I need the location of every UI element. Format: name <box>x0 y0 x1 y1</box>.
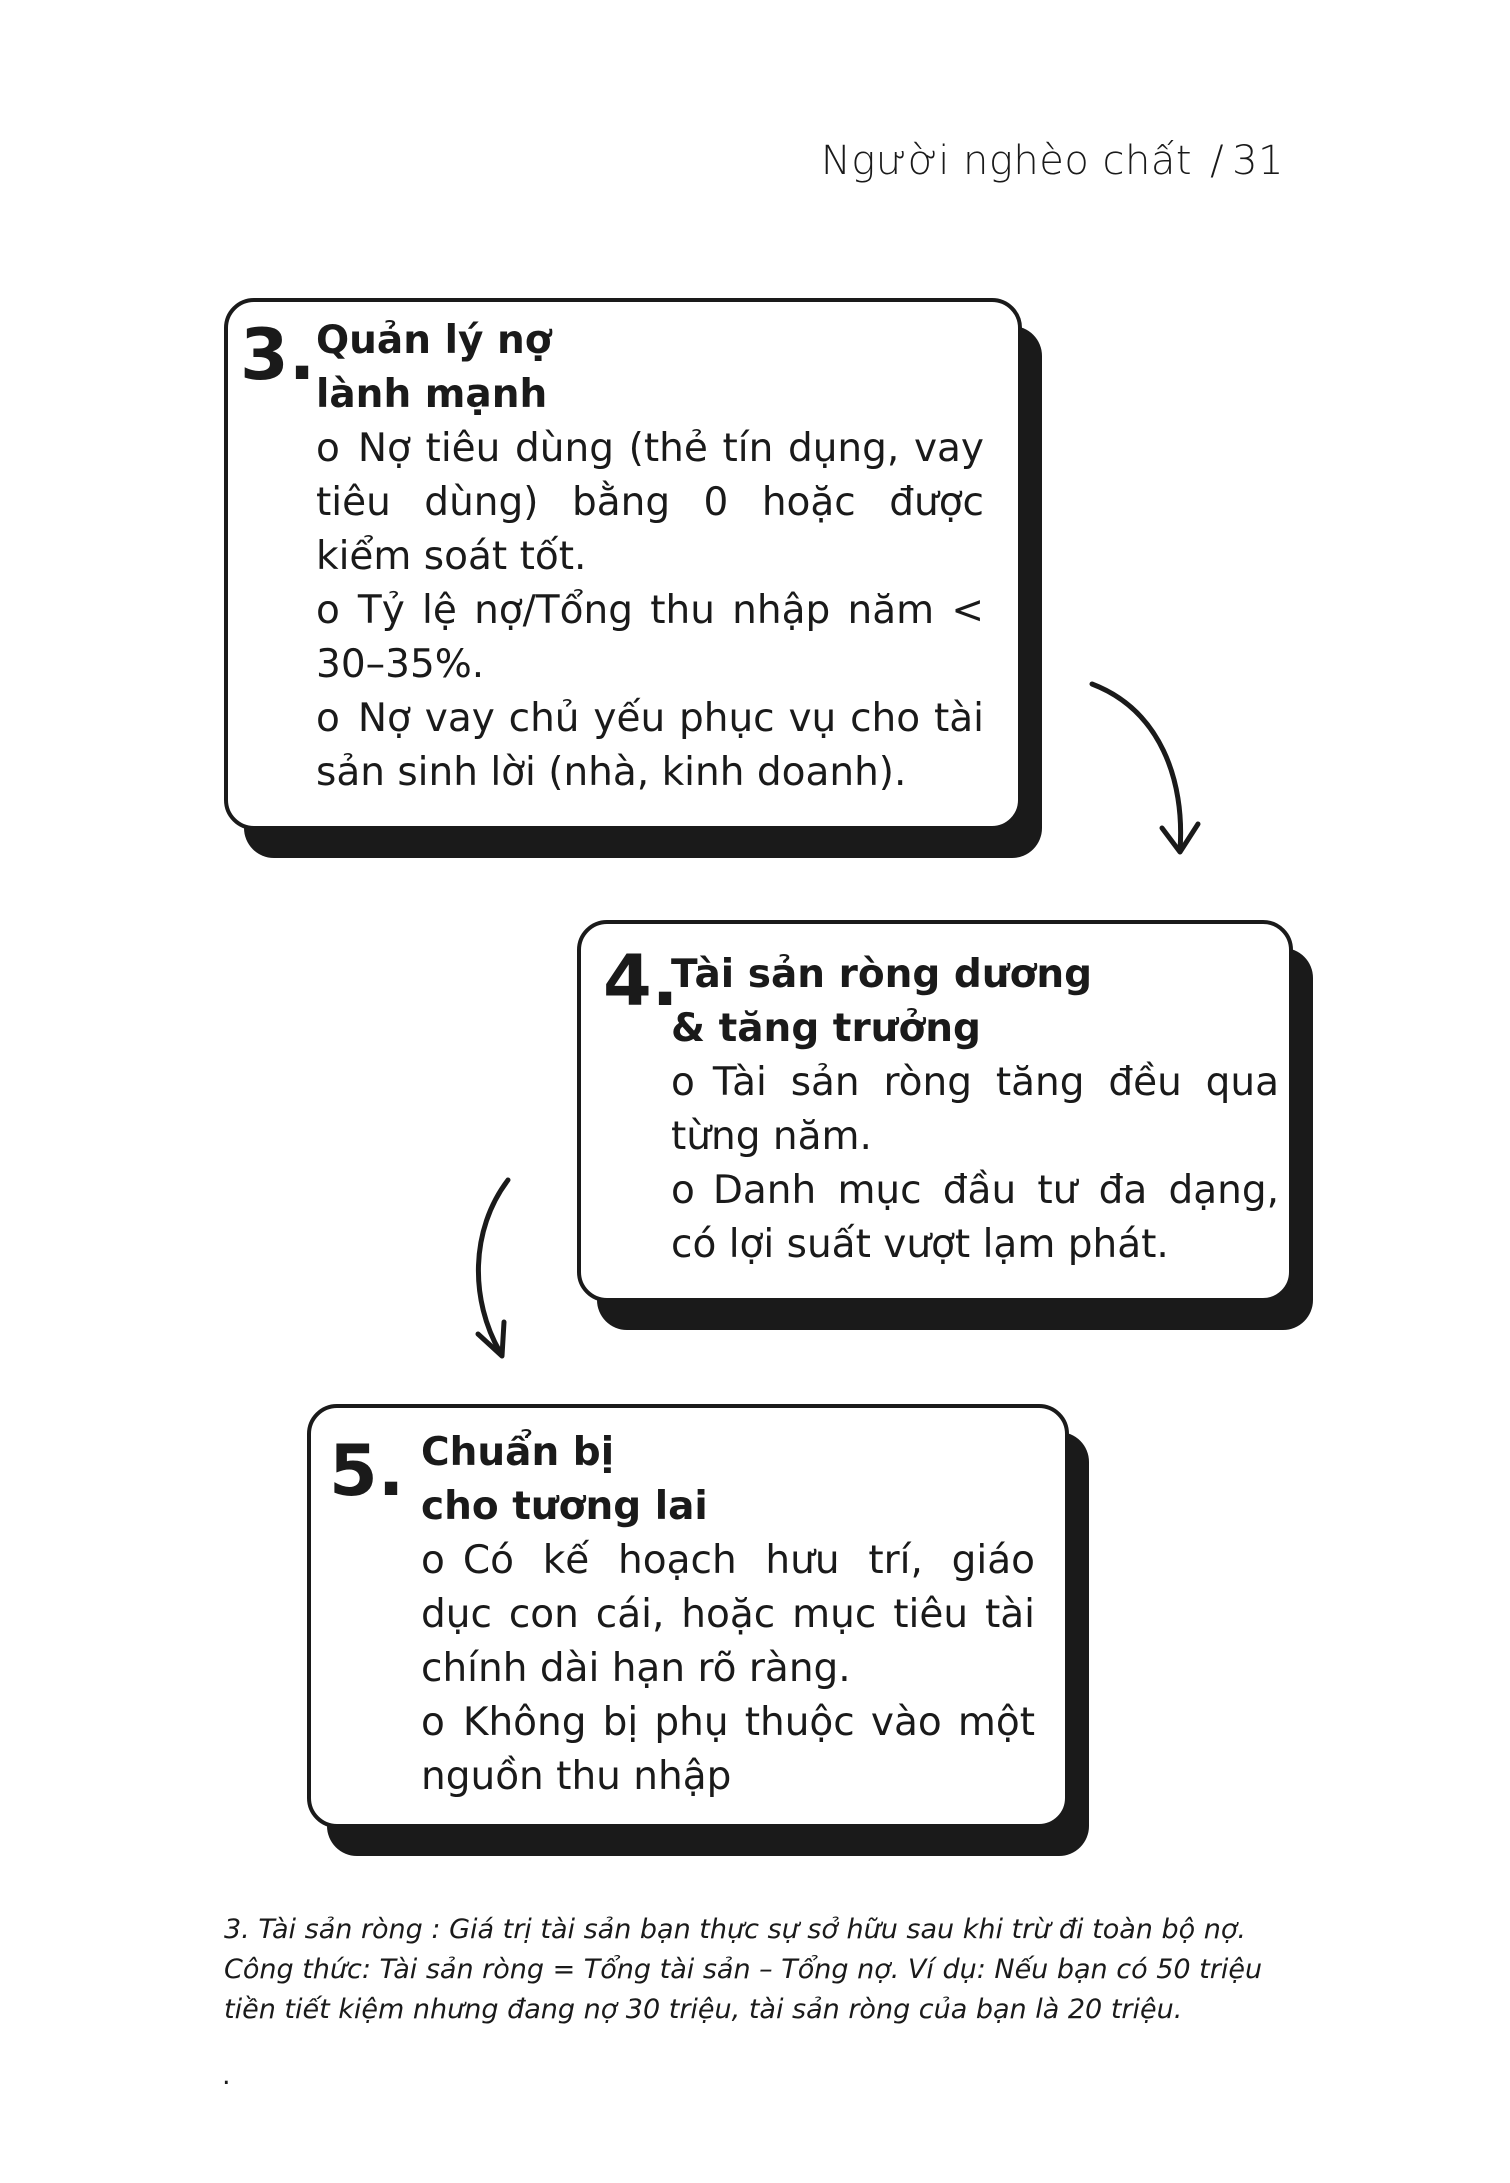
card-number: 4. <box>603 940 679 1022</box>
bullet-circle-icon: o <box>421 1700 445 1745</box>
card-net-worth <box>577 920 1293 1302</box>
card-content <box>671 948 1279 1272</box>
card-content <box>316 314 984 800</box>
page-number: 31 <box>1232 138 1284 184</box>
card-title: Chuẩn bị cho tương lai <box>421 1430 708 1529</box>
bullet-circle-icon: o <box>671 1060 695 1105</box>
card-title: Quản lý nợ lành mạnh <box>316 318 552 417</box>
curved-arrow-icon <box>450 1170 550 1370</box>
bullet-circle-icon: o <box>316 426 340 471</box>
list-item: o Nợ vay chủ yếu phục vụ cho tài sản sinh lời (nhà, kinh doanh). <box>316 696 984 795</box>
card-title: Tài sản ròng dương & tăng trưởng <box>671 952 1093 1051</box>
trailing-mark: . <box>222 2060 231 2091</box>
running-header <box>821 138 1284 184</box>
list-item: o Nợ tiêu dùng (thẻ tín dụng, vay tiêu dùng) bằng 0 hoặc được kiểm soát tốt. <box>316 426 984 579</box>
list-item: o Tài sản ròng tăng đều qua từng năm. <box>671 1060 1279 1159</box>
list-item: o Tỷ lệ nợ/Tổng thu nhập năm < 30–35%. <box>316 588 984 687</box>
list-item: o Không bị phụ thuộc vào một nguồn thu nhập <box>421 1700 1035 1799</box>
card-content <box>421 1426 1035 1804</box>
footnote: 3. Tài sản ròng : Giá trị tài sản bạn thực sự sở hữu sau khi trừ đi toàn bộ nợ. Công thức: Tài sản ròng = Tổng tài sản – Tổng nợ. Ví dụ: Nếu bạn có 50 triệu tiền tiết kiệm nhưng đang nợ 30 triệu, tài sản ròng của bạn là 20 triệu. <box>224 1914 1263 2025</box>
header-separator: / <box>1210 138 1225 184</box>
curved-arrow-icon <box>1080 670 1220 870</box>
list-item: o Danh mục đầu tư đa dạng, có lợi suất vượt lạm phát. <box>671 1168 1279 1267</box>
bullet-circle-icon: o <box>316 696 340 741</box>
card-future-planning <box>307 1404 1069 1828</box>
card-number: 3. <box>240 314 316 396</box>
card-number: 5. <box>329 1430 405 1512</box>
bullet-circle-icon: o <box>316 588 340 633</box>
list-item: o Có kế hoạch hưu trí, giáo dục con cái, hoặc mục tiêu tài chính dài hạn rõ ràng. <box>421 1538 1035 1691</box>
bullet-circle-icon: o <box>671 1168 695 1213</box>
book-title: Người nghèo chất <box>820 138 1193 184</box>
card-debt-management <box>224 298 1022 830</box>
bullet-circle-icon: o <box>421 1538 445 1583</box>
